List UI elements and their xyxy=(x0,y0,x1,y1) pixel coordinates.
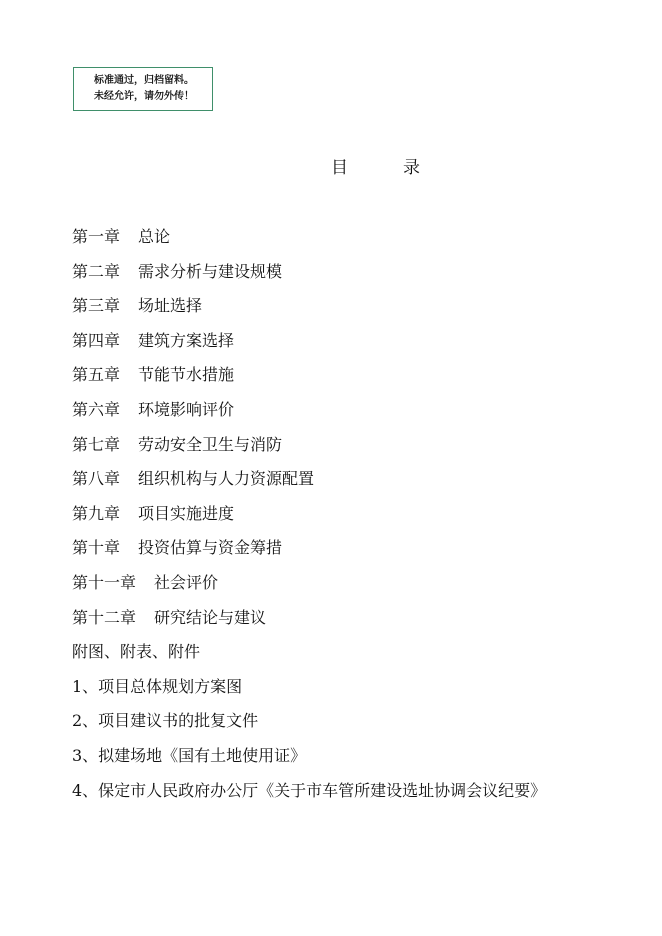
chapter-title: 项目实施进度 xyxy=(138,503,235,523)
chapter-number: 第七章 xyxy=(72,434,121,454)
chapter-number: 第六章 xyxy=(72,399,121,419)
title-char-2: 录 xyxy=(403,158,420,178)
appendix-item: 1、项目总体规划方案图 xyxy=(72,676,243,696)
chapter-number: 第八章 xyxy=(72,469,121,489)
chapter-title: 社会评价 xyxy=(154,572,219,592)
toc-entry xyxy=(72,260,652,295)
toc-entry xyxy=(72,225,652,260)
chapter-title: 节能节水措施 xyxy=(138,365,235,385)
chapter-title: 劳动安全卫生与消防 xyxy=(138,434,283,454)
stamp-line-2: 未经允许，请勿外传！ xyxy=(94,91,194,102)
chapter-title: 组织机构与人力资源配置 xyxy=(138,469,315,489)
chapter-title: 建筑方案选择 xyxy=(138,330,235,350)
appendix-item: 3、拟建场地《国有土地使用证》 xyxy=(72,745,307,765)
chapter-number: 第十章 xyxy=(72,538,121,558)
toc-entry xyxy=(72,294,652,329)
toc-entry xyxy=(72,467,652,502)
toc-entry xyxy=(72,571,652,606)
page-title xyxy=(0,156,662,180)
chapter-title: 环境影响评价 xyxy=(138,399,235,419)
toc-entry xyxy=(72,398,652,433)
chapter-number: 第九章 xyxy=(72,503,121,523)
chapter-number: 第五章 xyxy=(72,365,121,385)
appendix-heading: 附图、附表、附件 xyxy=(72,642,201,662)
chapter-number: 第四章 xyxy=(72,330,121,350)
chapter-number: 第三章 xyxy=(72,296,121,316)
approval-stamp xyxy=(73,67,213,111)
chapter-title: 研究结论与建议 xyxy=(154,607,267,627)
chapter-title: 需求分析与建设规模 xyxy=(138,261,283,281)
stamp-line-1: 标准通过，归档留料。 xyxy=(94,75,194,86)
toc-entry xyxy=(72,536,652,571)
chapter-number: 第二章 xyxy=(72,261,121,281)
table-of-contents xyxy=(72,225,652,813)
chapter-number: 第十二章 xyxy=(72,607,137,627)
chapter-title: 总论 xyxy=(138,227,171,246)
chapter-number: 第一章 xyxy=(72,227,121,246)
chapter-number: 第十一章 xyxy=(72,572,137,592)
appendix-item: 4、保定市人民政府办公厅《关于市车管所建设选址协调会议纪要》 xyxy=(72,780,547,800)
chapter-title: 场址选择 xyxy=(138,296,203,316)
toc-entry xyxy=(72,606,652,641)
chapter-title: 投资估算与资金筹措 xyxy=(138,538,283,558)
appendix-item: 2、项目建议书的批复文件 xyxy=(72,711,259,731)
toc-entry xyxy=(72,502,652,537)
title-char-1: 目 xyxy=(331,158,348,178)
toc-entry xyxy=(72,433,652,468)
toc-entry xyxy=(72,329,652,364)
toc-entry xyxy=(72,363,652,398)
